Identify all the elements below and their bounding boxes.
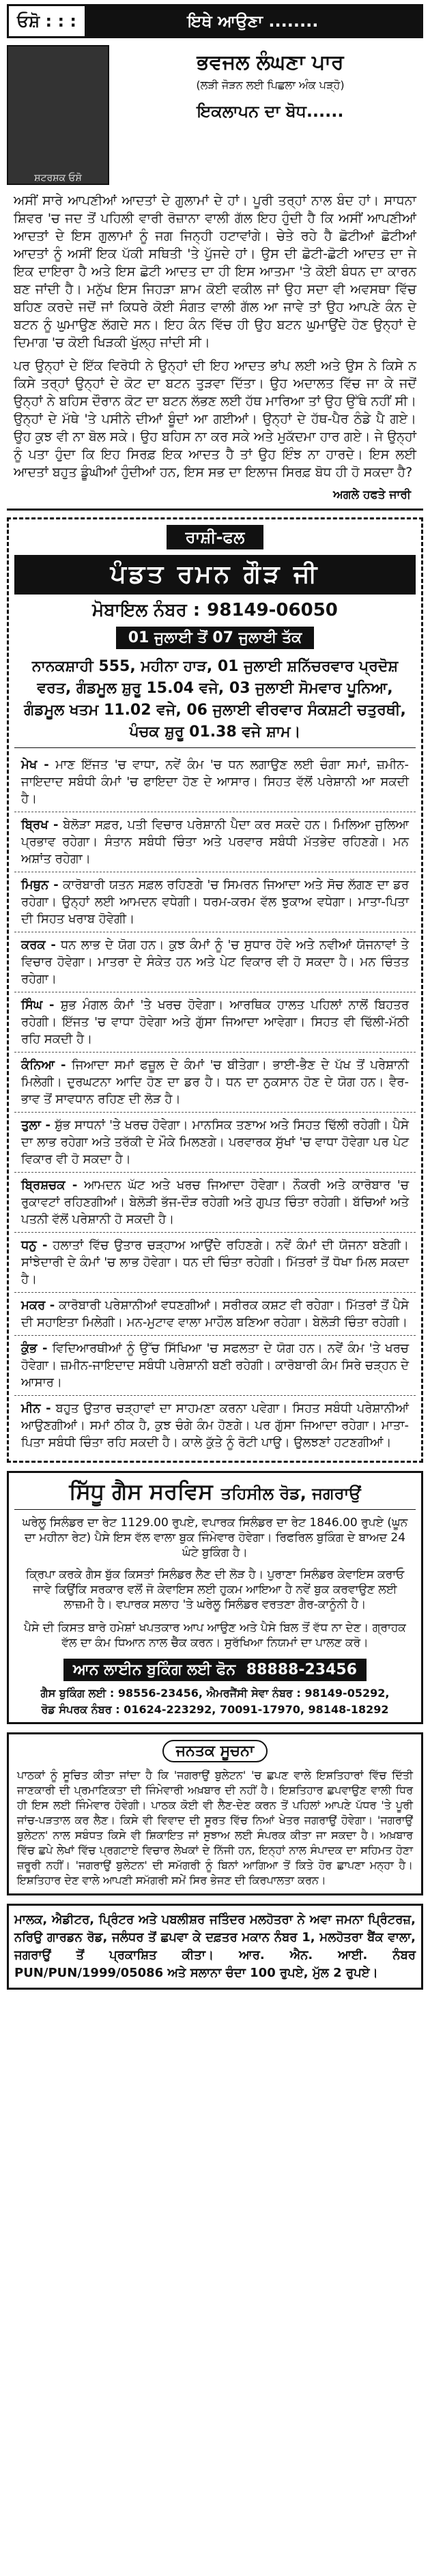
- rashi-item: [14, 812, 416, 872]
- ad-body-1: ਘਰੇਲੂ ਸਿਲੰਡਰ ਦਾ ਰੇਟ 1129.00 ਰੁਪਏ, ਵਪਾਰਕ ਸਿਲੰਡਰ ਦਾ ਰੇਟ 1846.00 ਰੁਪਏ (ਘੂਨ ਦਾ ਮਹੀਨਾ ਰੇਟ) ਪੈਸੇ ਇਸ ਵੱਲ ਵਾਲਾ ਬੁਕ ਜਿੰਮੇਵਾਰ ਹੋਵੇਗਾ। ਰਿਫਰਿਲ ਬੁਕਿੰਗ ਦੇ ਬਾਅਦ 24 ਘੰਟੇ ਬੁਕਿੰਗ ਹੈ।: [22, 1516, 408, 1560]
- article-paragraph-2: ਪਰ ਉਨ੍ਹਾਂ ਦੇ ਇੱਕ ਵਿਰੋਧੀ ਨੇ ਉਨ੍ਹਾਂ ਦੀ ਇਹ ਆਦਤ ਭਾਂਪ ਲਈ ਅਤੇ ਉਸ ਨੇ ਕਿਸੇ ਨ ਕਿਸੇ ਤਰ੍ਹਾਂ ਉਨ੍ਹਾਂ ਦੇ ਕੋਟ ਦਾ ਬਟਨ ਤੁੜਵਾ ਦਿੱਤਾ। ਉਹ ਅਦਾਲਤ ਵਿੱਚ ਜਾ ਕੇ ਜਦੋਂ ਉਨ੍ਹਾਂ ਨੇ ਬਹਿਸ ਦੌਰਾਨ ਕੋਟ ਦਾ ਬਟਨ ਲੱਭਣ ਲਈ ਹੱਥ ਮਾਰਿਆ ਤਾਂ ਉਹ ਉੱਥੇ ਨਹੀਂ ਸੀ। ਉਨ੍ਹਾਂ ਦੇ ਮੱਥੇ 'ਤੇ ਪਸੀਨੇ ਦੀਆਂ ਬੂੰਦਾਂ ਆ ਗਈਆਂ। ਉਨ੍ਹਾਂ ਦੇ ਹੱਥ-ਪੈਰ ਠੰਡੇ ਪੈ ਗਏ। ਉਹ ਕੁਝ ਵੀ ਨਾ ਬੋਲ ਸਕੇ। ਉਹ ਬਹਿਸ ਨਾ ਕਰ ਸਕੇ ਅਤੇ ਮੁਕੱਦਮਾ ਹਾਰ ਗਏ। ਜੇ ਉਨ੍ਹਾਂ ਨੂੰ ਪਤਾ ਹੁੰਦਾ ਕਿ ਇਹ ਸਿਰਫ਼ ਇਕ ਆਦਤ ਹੈ ਤਾਂ ਉਹ ਇੰਝ ਨਾ ਹਾਰਦੇ। ਇਸ ਲਈ ਆਦਤਾਂ ਬਹੁਤ ਡੂੰਘੀਆਂ ਹੁੰਦੀਆਂ ਹਨ, ਇਸ ਸਭ ਦਾ ਇਲਾਜ ਸਿਰਫ਼ ਬੋਧ ਹੀ ਹੋ ਸਕਦਾ ਹੈ?: [14, 358, 416, 480]
- rashi-text: ਸ਼ੁਭ ਮੰਗਲ ਕੰਮਾਂ 'ਤੇ ਖਰਚ ਹੋਵੇਗਾ। ਆਰਥਿਕ ਹਾਲਤ ਪਹਿਲਾਂ ਨਾਲੋਂ ਬਿਹਤਰ ਰਹੇਗੀ। ਇੱਜਤ 'ਚ ਵਾਧਾ ਹੋਵੇਗਾ ਅਤੇ ਗੁੱਸਾ ਜਿਆਦਾ ਆਵੇਗਾ। ਸਿਹਤ ਵੀ ਢਿੱਲੀ-ਮੱਠੀ ਰਹਿ ਸਕਦੀ ਹੈ।: [21, 998, 409, 1046]
- rashi-text: ਧਨ ਲਾਭ ਦੇ ਯੋਗ ਹਨ। ਕੁਝ ਕੰਮਾਂ ਨੂੰ 'ਚ ਸੁਧਾਰ ਹੋਵੇ ਅਤੇ ਨਵੀਆਂ ਯੋਜਨਾਵਾਂ ਤੇ ਵਿਚਾਰ ਹੋਵੇਗਾ। ਮਾਤਰਾ ਦੇ ਸੰਕੇਤ ਹਨ ਅਤੇ ਪੇਟ ਵਿਕਾਰ ਵੀ ਹੋ ਸਕਦਾ ਹੈ। ਮਨ ਚਿੰਤਤ ਰਹੇਗਾ।: [21, 938, 409, 986]
- rashi-name: ਸਿੰਘ -: [21, 998, 55, 1012]
- rashi-name: ਤੁਲਾ -: [21, 1118, 51, 1132]
- rashi-name: ਕਰਕ -: [21, 938, 56, 952]
- rashi-name: ਬ੍ਰਿਖ -: [21, 818, 59, 832]
- article-title: ਭਵਜਲ ਲੰਘਣਾ ਪਾਰ: [197, 51, 344, 74]
- rashi-item: [14, 992, 416, 1053]
- divider: [7, 509, 423, 511]
- notice-title: ਜਨਤਕ ਸੂਚਨਾ: [162, 1740, 268, 1762]
- rashi-text: ਬੇਲੋੜਾ ਸਫ਼ਰ, ਪਤੀ ਵਿਚਾਰ ਪਰੇਸ਼ਾਨੀ ਪੈਦਾ ਕਰ ਸਕਦੇ ਹਨ। ਮਿਲਿਆ ਜੁਲਿਆ ਪ੍ਰਭਾਵ ਰਹੇਗਾ। ਸੰਤਾਨ ਸਬੰਧੀ ਚਿੰਤਾ ਅਤੇ ਪਰਵਾਰ ਸਬੰਧੀ ਮੱਤਭੇਦ ਰਹਿਣਗੇ। ਮਨ ਅਸ਼ਾਂਤ ਰਹੇਗਾ।: [21, 818, 409, 866]
- rashi-item: [14, 1233, 416, 1293]
- panchang-text: ਨਾਨਕਸ਼ਾਹੀ 555, ਮਹੀਨਾ ਹਾੜ, 01 ਜੁਲਾਈ ਸ਼ਨਿੱਚਰਵਾਰ ਪ੍ਰਦੋਸ਼ ਵਰਤ, ਗੰਡਮੂਲ ਸ਼ੁਰੂ 15.04 ਵਜੇ, 03 ਜੁਲਾਈ ਸੋਮਵਾਰ ਪੂਨਿਆ, ਗੰਡਮੂਲ ਖਤਮ 11.02 ਵਜੇ, 06 ਜੁਲਾਈ ਵੀਰਵਾਰ ਸੰਕਸ਼ਟੀ ਚਤੁਰਥੀ, ਪੰਚਕ ਸ਼ੁਰੂ 01.38 ਵਜੇ ਸ਼ਾਮ।: [24, 658, 406, 741]
- ad-title: ਸਿੱਧੂ ਗੈਸ ਸਰਵਿਸ: [69, 1478, 213, 1504]
- mobile-row: [14, 600, 416, 621]
- header-title: ਇਥੇ ਆਉਣਾ ........: [85, 6, 421, 36]
- article: [7, 45, 423, 502]
- online-number: 88888-23456: [246, 1661, 358, 1678]
- rashi-name: ਬ੍ਰਿਸ਼ਚਕ -: [21, 1178, 78, 1192]
- astrologer-name: ਪੰਡਤ ਰਮਨ ਗੌੜ ਜੀ: [14, 555, 416, 595]
- rashi-item: [14, 1053, 416, 1113]
- rashi-text: ਜਿਆਦਾ ਸਮਾਂ ਫਜ਼ੂਲ ਦੇ ਕੰਮਾਂ 'ਚ ਬੀਤੇਗਾ। ਭਾਈ-ਭੈਣ ਦੇ ਪੱਖ ਤੋਂ ਪਰੇਸ਼ਾਨੀ ਮਿਲੇਗੀ। ਦੁਰਘਟਨਾ ਆਦਿ ਹੋਣ ਦਾ ਡਰ ਹੈ। ਧਨ ਦਾ ਨੁਕਸਾਨ ਹੋਣ ਦੇ ਯੋਗ ਹਨ। ਵੈਰ-ਭਾਵ ਤੋਂ ਸਾਵਧਾਨ ਰਹਿਣ ਦੀ ਲੋੜ ਹੈ।: [21, 1058, 409, 1106]
- imprint-footer: [7, 1904, 423, 1990]
- mobile-number: 98149-06050: [207, 600, 338, 620]
- notice-text: ਪਾਠਕਾਂ ਨੂੰ ਸੂਚਿਤ ਕੀਤਾ ਜਾਂਦਾ ਹੈ ਕਿ 'ਜਗਰਾਉਂ ਬੁਲੇਟਨ' 'ਚ ਛਪਣ ਵਾਲੇ ਇਸ਼ਤਿਹਾਰਾਂ ਵਿੱਚ ਦਿੱਤੀ ਜਾਣਕਾਰੀ ਦੀ ਪ੍ਰਮਾਣਿਕਤਾ ਦੀ ਜਿੰਮੇਵਾਰੀ ਅਖ਼ਬਾਰ ਦੀ ਨਹੀਂ ਹੈ। ਇਸ਼ਤਿਹਾਰ ਛਪਵਾਉਣ ਵਾਲੀ ਧਿਰ ਹੀ ਇਸ ਲਈ ਜਿੰਮੇਵਾਰ ਹੋਵੇਗੀ। ਪਾਠਕ ਕੋਈ ਵੀ ਲੈਣ-ਦੇਣ ਕਰਨ ਤੋਂ ਪਹਿਲਾਂ ਆਪਣੇ ਪੱਧਰ 'ਤੇ ਪੂਰੀ ਜਾਂਚ-ਪੜਤਾਲ ਕਰ ਲੈਣ। ਕਿਸੇ ਵੀ ਵਿਵਾਦ ਦੀ ਸੂਰਤ ਵਿੱਚ ਨਿਆਂ ਖੇਤਰ ਜਗਰਾਉਂ ਹੋਵੇਗਾ। 'ਜਗਰਾਉਂ ਬੁਲੇਟਨ' ਨਾਲ ਸਬੰਧਤ ਕਿਸੇ ਵੀ ਸ਼ਿਕਾਇਤ ਜਾਂ ਸੁਝਾਅ ਲਈ ਸੰਪਰਕ ਕੀਤਾ ਜਾ ਸਕਦਾ ਹੈ। ਅਖ਼ਬਾਰ ਵਿੱਚ ਛਪੇ ਲੇਖਾਂ ਵਿੱਚ ਪ੍ਰਗਟਾਏ ਵਿਚਾਰ ਲੇਖਕਾਂ ਦੇ ਨਿੱਜੀ ਹਨ, ਇਨ੍ਹਾਂ ਨਾਲ ਸੰਪਾਦਕ ਦਾ ਸਹਿਮਤ ਹੋਣਾ ਜ਼ਰੂਰੀ ਨਹੀਂ। 'ਜਗਰਾਉਂ ਬੁਲੇਟਨ' ਦੀ ਸਮੱਗਰੀ ਨੂੰ ਬਿਨਾਂ ਆਗਿਆ ਤੋਂ ਕਿਤੇ ਹੋਰ ਛਾਪਣਾ ਮਨ੍ਹਾ ਹੈ। ਇਸ਼ਤਿਹਾਰ ਦੇਣ ਵਾਲੇ ਆਪਣੀ ਸਮੱਗਰੀ ਸਮੇਂ ਸਿਰ ਭੇਜਣ ਦੀ ਕਿਰਪਾਲਤਾ ਕਰਨ।: [17, 1769, 413, 1887]
- rashifal-title: ਰਾਸ਼ੀ-ਫਲ: [167, 525, 264, 549]
- online-label: ਆਨ ਲਾਈਨ ਬੁਕਿੰਗ ਲਈ ਫੋਨ: [72, 1661, 236, 1678]
- continued-note: ਅਗਲੇ ਹਫਤੇ ਜਾਰੀ: [333, 488, 411, 502]
- article-heading: ਇਕਲਾਪਨ ਦਾ ਬੋਧ......: [197, 102, 344, 121]
- divider: [14, 747, 416, 748]
- ad-office: ਰੋਡ ਸੰਪਰਕ ਨੰਬਰ : 01624-223292, 70091-17970, 98148-18292: [41, 1703, 389, 1716]
- ad-header: [14, 1478, 416, 1505]
- rashi-name: ਮਿਥੁਨ -: [21, 878, 59, 892]
- ad-location: ਤਹਿਸੀਲ ਰੋਡ, ਜਗਰਾਉਂ: [220, 1484, 361, 1503]
- header-prefix: ਓਸ਼ੋ : : :: [17, 12, 77, 31]
- ad-body-3: ਪੈਸੇ ਦੀ ਕਿਸਤ ਬਾਰੇ ਹਮੇਸ਼ਾਂ ਖਪਤਕਾਰ ਆਪ ਆਉਣ ਅਤੇ ਪੈਸੇ ਬਿਲ ਤੋਂ ਵੱਧ ਨਾ ਦੇਣ। ਗ੍ਰਾਹਕ ਵੱਲ ਦਾ ਕੰਮ ਧਿਆਨ ਨਾਲ ਚੈੱਕ ਕਰਨ। ਸੁਰੱਖਿਆ ਨਿਯਮਾਂ ਦਾ ਪਾਲਣ ਕਰੋ।: [24, 1621, 406, 1650]
- rashi-item: [14, 1293, 416, 1336]
- rashi-text: ਬਹੁਤ ਉਤਾਰ ਚੜ੍ਹਾਵਾਂ ਦਾ ਸਾਹਮਣਾ ਕਰਨਾ ਪਵੇਗਾ। ਸਿਹਤ ਸਬੰਧੀ ਪਰੇਸ਼ਾਨੀਆਂ ਆਉਣਗੀਆਂ। ਸਮਾਂ ਠੀਕ ਹੈ, ਕੁਝ ਚੰਗੇ ਕੰਮ ਹੋਣਗੇ। ਪਰ ਗੁੱਸਾ ਜਿਆਦਾ ਰਹੇਗਾ। ਮਾਤਾ-ਪਿਤਾ ਸਬੰਧੀ ਚਿੰਤਾ ਰਹਿ ਸਕਦੀ ਹੈ। ਕਾਲੇ ਕੁੱਤੇ ਨੂੰ ਰੋਟੀ ਪਾਉ। ਉਲਝਣਾਂ ਹਟਣਗੀਆਂ।: [21, 1401, 409, 1450]
- date-range: 01 ਜੁਲਾਈ ਤੋਂ 07 ਜੁਲਾਈ ਤੱਕ: [116, 627, 315, 649]
- newspaper-page: [0, 4, 430, 2576]
- mobile-label: ਮੋਬਾਇਲ ਨੰਬਰ :: [92, 600, 201, 620]
- ad-body-2: ਕ੍ਰਿਪਾ ਕਰਕੇ ਗੈਸ ਬੁੱਕ ਕਿਸਤਾਂ ਸਿਲੰਡਰ ਲੈਣ ਦੀ ਲੋੜ ਹੈ। ਪੁਰਾਣਾ ਸਿਲੰਡਰ ਕੇਵਾਇਸ ਕਰਾਓ ਜਾਵੇ ਕਿਉਂਕਿ ਸਰਕਾਰ ਵਲੋਂ ਜੋ ਕੇਵਾਇਸ ਲਈ ਹੁਕਮ ਆਇਆ ਹੈ ਨਵੇਂ ਬੁਕ ਕਰਵਾਉਣ ਲਈ ਲਾਜ਼ਮੀ ਹੈ। ਵਪਾਰਕ ਸਲਾਹ 'ਤੇ ਘਰੇਲੂ ਸਿਲੰਡਰ ਵਰਤਣਾ ਗੈਰ-ਕਾਨੂੰਨੀ ਹੈ।: [25, 1568, 405, 1612]
- rashi-text: ਵਿਦਿਆਰਥੀਆਂ ਨੂੰ ਉੱਚ ਸਿੱਖਿਆ 'ਚ ਸਫਲਤਾ ਦੇ ਯੋਗ ਹਨ। ਨਵੇਂ ਕੰਮ 'ਤੇ ਖਰਚ ਹੋਵੇਗਾ। ਜ਼ਮੀਨ-ਜਾਇਦਾਦ ਸਬੰਧੀ ਪਰੇਸ਼ਾਨੀ ਬਣੀ ਰਹੇਗੀ। ਕਾਰੋਬਾਰੀ ਕੰਮ ਸਿਰੇ ਚੜ੍ਹਨ ਦੇ ਆਸਾਰ।: [21, 1341, 409, 1390]
- author-photo: [7, 45, 109, 185]
- rashi-name: ਮੀਨ -: [21, 1401, 51, 1416]
- gas-service-ad: [7, 1471, 423, 1724]
- rashi-name: ਕੁੰਭ -: [21, 1341, 48, 1356]
- ad-phones: ਗੈਸ ਬੁਕਿੰਗ ਲਈ : 98556-23456, ਐਮਰਜੈਂਸੀ ਸੇਵਾ ਨੰਬਰ : 98149-05292,: [40, 1687, 390, 1700]
- rashi-item: [14, 1113, 416, 1173]
- rashi-text: ਮਾਣ ਇੱਜਤ 'ਚ ਵਾਧਾ, ਨਵੇਂ ਕੰਮ 'ਚ ਧਨ ਲਗਾਉਣ ਲਈ ਚੰਗਾ ਸਮਾਂ, ਜ਼ਮੀਨ-ਜਾਇਦਾਦ ਸਬੰਧੀ ਕੰਮਾਂ 'ਚ ਫਾਇਦਾ ਹੋਣ ਦੇ ਆਸਾਰ। ਸਿਹਤ ਵੱਲੋਂ ਪਰੇਸ਼ਾਨੀ ਆ ਸਕਦੀ ਹੈ।: [21, 758, 409, 806]
- online-booking-banner: [63, 1659, 367, 1681]
- article-paragraph-1: ਅਸੀਂ ਸਾਰੇ ਆਪਣੀਆਂ ਆਦਤਾਂ ਦੇ ਗੁਲਾਮਾਂ ਦੇ ਹਾਂ। ਪੂਰੀ ਤਰ੍ਹਾਂ ਨਾਲ ਬੰਦ ਹਾਂ। ਸਾਧਨਾ ਸ਼ਿਵਰ 'ਚ ਜਦ ਤੋਂ ਪਹਿਲੀ ਵਾਰੀ ਰੋਜ਼ਾਨਾ ਵਾਲੀ ਗੱਲ ਇਹ ਹੁੰਦੀ ਹੈ ਕਿ ਅਸੀਂ ਆਪਣੀਆਂ ਆਦਤਾਂ ਦੇ ਇਸ ਗੁਲਾਮਾਂ ਨੂੰ ਜਗ ਜਿਨ੍ਹੀ ਹਟਾਵਾਂਗੇ। ਚੇਤੇ ਰਹੇ ਹੈ ਛੋਟੀਆਂ ਛੋਟੀਆਂ ਆਦਤਾਂ ਨੂੰ ਅਸੀਂ ਇਕ ਪੱਕੀ ਸਥਿਤੀ 'ਤੇ ਪੁੱਜਦੇ ਹਾਂ। ਉਸ ਦੀ ਛੋਟੀ-ਛੋਟੀ ਆਦਤ ਦਾ ਜੇ ਇਕ ਦਾਇਰਾ ਹੈ ਅਤੇ ਇਸ ਛੋਟੀ ਆਦਤ ਦਾ ਹੀ ਇਸ ਆਤਮਾ 'ਤੇ ਕੋਈ ਬੰਧਨ ਦਾ ਕਾਰਨ ਬਣ ਜਾਂਦੀ ਹੈ। ਮਨੁੱਖ ਇਸ ਜਿਹੜਾ ਸ਼ਾਮ ਕੋਈ ਵਕੀਲ ਜਾਂ ਉਹ ਸਦਾ ਵੀ ਅਵਸਥਾ ਵਿੱਚ ਬਹਿਣ ਕਰਦੇ ਜਦੋਂ ਜਾਂ ਕਿਧਰੇ ਕੋਈ ਸੰਗਤ ਵਾਲੀ ਗੱਲ ਆ ਜਾਵੇ ਤਾਂ ਉਹ ਆਪਣੇ ਕੰਨ ਦੇ ਬਟਨ ਨੂੰ ਘੁਮਾਉਣ ਲੱਗਦੇ ਸਨ। ਇਹ ਕੰਨ ਵਿੱਚ ਹੀ ਉਹ ਬਟਨ ਘੁਮਾਉਂਦੇ ਹੋਣ ਉਨ੍ਹਾਂ ਦੇ ਦਿਮਾਗ 'ਚ ਕੋਈ ਖਿੜਕੀ ਖੁੱਲ੍ਹ ਜਾਂਦੀ ਸੀ।: [14, 193, 416, 350]
- imprint-text: ਮਾਲਕ, ਐਡੀਟਰ, ਪ੍ਰਿੰਟਰ ਅਤੇ ਪਬਲੀਸ਼ਰ ਜਤਿੰਦਰ ਮਲਹੋਤਰਾ ਨੇ ਅਵਾ ਜਮਨਾ ਪ੍ਰਿੰਟਰਜ਼, ਨਰਿਉ ਗਾਰਡਨ ਰੋਡ, ਜਲੰਧਰ ਤੋਂ ਛਪਵਾ ਕੇ ਦਫ਼ਤਰ ਮਕਾਨ ਨੰਬਰ 1, ਮਲਹੋਤਰਾ ਬੈਂਕ ਵਾਲਾ, ਜਗਰਾਉਂ ਤੋਂ ਪ੍ਰਕਾਸ਼ਿਤ ਕੀਤਾ। ਆਰ. ਐਨ. ਆਈ. ਨੰਬਰ PUN/PUN/1999/05086 ਅਤੇ ਸਲਾਨਾ ਚੰਦਾ 100 ਰੁਪਏ, ਮੁੱਲ 2 ਰੁਪਏ।: [14, 1913, 416, 1980]
- rashi-item: [14, 872, 416, 932]
- article-subtitle: (ਲੜੀ ਜੋੜਨ ਲਈ ਪਿਛਲਾ ਅੰਕ ਪੜ੍ਹੋ): [196, 78, 345, 91]
- rashi-text: ਕਾਰੋਬਾਰੀ ਯਤਨ ਸਫ਼ਲ ਰਹਿਣਗੇ 'ਚ ਸਿਮਰਨ ਜਿਆਦਾ ਅਤੇ ਸੋਚ ਲੱਗਣ ਦਾ ਡਰ ਰਹੇਗਾ। ਉਨ੍ਹਾਂ ਲਈ ਆਮਦਨ ਵਧੇਗੀ। ਧਰਮ-ਕਰਮ ਵੱਲ ਝੁਕਾਅ ਵਧੇਗਾ। ਮਾਤਾ-ਪਿਤਾ ਦੀ ਸਿਹਤ ਖਰਾਬ ਹੋਵੇਗੀ।: [21, 878, 409, 926]
- rashi-item: [14, 752, 416, 812]
- rashifal-section: [7, 517, 423, 1463]
- public-notice: [7, 1732, 423, 1895]
- rashi-name: ਕੰਨਿਆ -: [21, 1058, 66, 1072]
- rashi-item: [14, 932, 416, 992]
- rashi-item: [14, 1396, 416, 1455]
- rashi-name: ਧਨੁ -: [21, 1238, 48, 1253]
- rashi-text: ਆਮਦਨ ਘੱਟ ਅਤੇ ਖਰਚ ਜਿਆਦਾ ਹੋਵੇਗਾ। ਨੌਕਰੀ ਅਤੇ ਕਾਰੋਬਾਰ 'ਚ ਰੁਕਾਵਟਾਂ ਰਹਿਣਗੀਆਂ। ਬੇਲੋੜੀ ਭੱਜ-ਦੌੜ ਰਹੇਗੀ ਅਤੇ ਗੁਪਤ ਚਿੰਤਾ ਰਹੇਗੀ। ਬੱਚਿਆਂ ਅਤੇ ਪਤਨੀ ਵੱਲੋਂ ਪਰੇਸ਼ਾਨੀ ਹੋ ਸਕਦੀ ਹੈ।: [21, 1178, 409, 1227]
- rashi-text: ਹਲਾਤਾਂ ਵਿੱਚ ਉਤਾਰ ਚੜ੍ਹਾਅ ਆਉਂਦੇ ਰਹਿਣਗੇ। ਨਵੇਂ ਕੰਮਾਂ ਦੀ ਯੋਜਨਾ ਬਣੇਗੀ। ਸਾਂਝੇਦਾਰੀ ਦੇ ਕੰਮਾਂ 'ਚ ਲਾਭ ਹੋਵੇਗਾ। ਧਨ ਦੀ ਚਿੰਤਾ ਰਹੇਗੀ। ਮਿੱਤਰਾਂ ਤੋਂ ਧੋਖਾ ਮਿਲ ਸਕਦਾ ਹੈ।: [21, 1238, 409, 1287]
- divider: [14, 1509, 416, 1510]
- rashi-text: ਸ਼ੁੱਭ ਸਾਧਨਾਂ 'ਤੇ ਖਰਚ ਹੋਵੇਗਾ। ਮਾਨਸਿਕ ਤਣਾਅ ਅਤੇ ਸਿਹਤ ਢਿੱਲੀ ਰਹੇਗੀ। ਪੈਸੇ ਦਾ ਲਾਭ ਰਹੇਗਾ ਅਤੇ ਤਰੱਕੀ ਦੇ ਮੌਕੇ ਮਿਲਣਗੇ। ਪਰਵਾਰਕ ਸੁੱਖਾਂ 'ਚ ਵਾਧਾ ਹੋਵੇਗਾ ਪਰ ਪੇਟ ਵਿਕਾਰ ਵੀ ਹੋ ਸਕਦਾ ਹੈ।: [21, 1118, 409, 1167]
- rashi-name: ਮਕਰ -: [21, 1298, 55, 1313]
- rashi-list: [14, 752, 416, 1455]
- rashi-item: [14, 1173, 416, 1233]
- rashi-name: ਮੇਖ -: [21, 758, 49, 772]
- section-header: [7, 4, 423, 38]
- rashi-item: [14, 1336, 416, 1396]
- photo-caption: ਸ਼ਟਰਸ਼ਕ ਓਸ਼ੋ: [34, 173, 82, 184]
- rashi-text: ਕਾਰੋਬਾਰੀ ਪਰੇਸ਼ਾਨੀਆਂ ਵਧਣਗੀਆਂ। ਸਰੀਰਕ ਕਸ਼ਟ ਵੀ ਰਹੇਗਾ। ਮਿੱਤਰਾਂ ਤੋਂ ਪੈਸੇ ਦੀ ਸਹਾਇਤਾ ਮਿਲੇਗੀ। ਮਨ-ਮੁਟਾਵ ਵਾਲਾ ਮਾਹੌਲ ਬਣਿਆ ਰਹੇਗਾ। ਬੇਲੋੜੀ ਚਿੰਤਾ ਰਹੇਗੀ।: [21, 1298, 409, 1330]
